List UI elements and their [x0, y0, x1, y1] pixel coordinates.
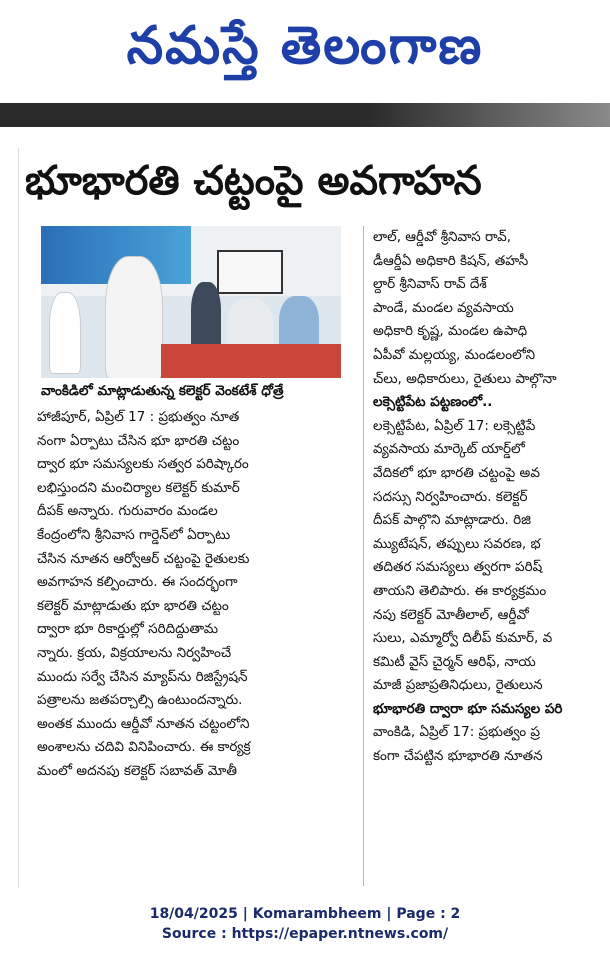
article-text-line: లక్సెట్టిపేట, ఏప్రిల్ 17: లక్సెట్టిపే — [373, 417, 536, 434]
photo-caption: వాంకిడిలో మాట్లాడుతున్న కలెక్టర్ వెంకటేశ్ ధోత్రే — [41, 383, 284, 399]
article-text-line: అంతక ముందు ఆర్డీవో నూతన చట్టంలోని — [37, 715, 250, 732]
footer-date-edition: 18/04/2025 | Komarambheem | Page : 2 — [149, 906, 461, 922]
newspaper-logo-title: నమస్తే తెలంగాణ — [126, 16, 484, 76]
article-text-line: సులు, ఎమ్మార్వో దిలీప్ కుమార్, వ — [373, 630, 553, 647]
article-text-line: వేదికలో భూ భారతి చట్టంపై అవ — [373, 464, 540, 481]
article-text-line: కంగా చేపట్టిన భూభారతి నూతన — [373, 748, 543, 765]
article-column-right — [373, 226, 610, 769]
article-text-line: దీపక్ పాల్గొని మాట్లాడారు. రిజి — [373, 512, 531, 529]
subheading: భూభారతి ద్వారా భూ సమస్యల పరి — [373, 700, 563, 717]
masthead-rule-bar — [0, 103, 610, 127]
article-text-line: మ్యుటేషన్, తప్పులు సవరణ, భ — [373, 535, 541, 552]
article-text-line: చ్‌లు, అధికారులు, రైతులు పాల్గొనా — [373, 370, 557, 387]
news-clipping — [18, 148, 610, 888]
article-text-line: లభిస్తుందని మంచిర్యాల కలెక్టర్ కుమార్ — [37, 479, 240, 496]
article-text-line: డీఆర్డీఏ అధికారి కిషన్, తహసీ — [373, 252, 529, 269]
article-text-line: కమిటీ వైస్ చైర్మన్ ఆరిఫ్, నాయ — [373, 653, 536, 670]
article-text-line: కలెక్టర్ మాట్లాడుతు భూ భారతి చట్టం — [37, 597, 229, 614]
column-divider — [363, 226, 364, 886]
article-text-line: సదస్సు నిర్వహించారు. కలెక్టర్ — [373, 488, 528, 505]
article-text-line: ద్వారా భూ రికార్డుల్లో సరిదిద్దుతామ — [37, 621, 219, 638]
footer-source: Source : https://epaper.ntnews.com/ — [161, 926, 449, 942]
article-text-line: నంగా ఏర్పాటు చేసిన భూ భారతి చట్టం — [37, 432, 240, 449]
article-text-line: వాంకిడి, ఏప్రిల్ 17: ప్రభుత్వం ప్ర — [373, 724, 540, 741]
article-text-line: కేంద్రంలోని శ్రీనివాస గార్డెన్‌లో ఏర్పాటు — [37, 526, 231, 543]
article-text-line: ముందు సర్వే చేసిన మ్యాప్‌ను రిజిస్ట్రేషన్ — [37, 668, 248, 685]
article-text-line: న్నారు. క్రయ, విక్రయాలను నిర్వహించే — [37, 644, 232, 661]
article-text-line: ద్వార భూ సమస్యలకు సత్వర పరిష్కారం — [37, 456, 249, 473]
article-text-line: తాయని తెలిపారు. ఈ కార్యక్రమం — [373, 582, 547, 599]
article-text-line: నపు కలెక్టర్ మోతీలాల్, ఆర్డీవో — [373, 606, 529, 623]
subheading: లక్సెట్టిపేట పట్టణంలో.. — [373, 394, 493, 411]
article-text-line: చేసిన నూతన ఆర్వోఆర్ చట్టంపై రైతులకు — [37, 550, 250, 567]
article-text-line: దీపక్ అన్నారు. గురువారం మండల — [37, 503, 218, 520]
photo-table — [161, 344, 341, 378]
article-text-line: ల్దార్ శ్రీనివాస్ రావ్ దేశ్ — [373, 276, 487, 293]
photo-speaker — [105, 256, 163, 378]
article-text-line: అంశాలను చదివి వినిపించారు. ఈ కార్యక్ర — [37, 739, 251, 756]
photo-screen — [217, 250, 283, 294]
masthead — [0, 0, 610, 100]
photo-attendee — [191, 282, 221, 352]
article-headline: భూభారతి చట్టంపై అవగాహన — [25, 158, 482, 204]
article-text-line: పాండే, మండల వ్యవసాయ — [373, 299, 514, 316]
article-text-line: తదితర సమస్యలు త్వరగా పరిష్ — [373, 559, 543, 576]
article-column-left — [37, 406, 353, 784]
article-text-line: వ్యవసాయ మార్కెట్ యార్డ్‌లో — [373, 441, 525, 458]
article-text-line: అవగాహన కల్పించారు. ఈ సందర్భంగా — [37, 574, 238, 591]
article-text-line: లాల్, ఆర్డీవో శ్రీనివాస రావ్, — [373, 229, 512, 245]
article-text-line: పత్రాలను జతపర్చాల్సి ఉంటుందన్నారు. — [37, 692, 243, 709]
article-text-line: మాజీ ప్రజాప్రతినిధులు, రైతులున — [373, 677, 543, 694]
article-text-line: మంలో అదనపు కలెక్టర్ సబావత్ మోతీ — [37, 762, 237, 779]
article-text-line: ఏపీవో మల్లయ్య, మండలంలోని — [373, 346, 536, 363]
article-text-line: హాజీపూర్, ఏప్రిల్ 17 : ప్రభుత్వం నూత — [37, 409, 240, 425]
article-text-line: అధికారి కృష్ణ, మండల ఉపాధి — [373, 323, 528, 340]
article-photo — [41, 226, 341, 378]
page-footer — [0, 904, 610, 944]
photo-attendee — [49, 292, 81, 374]
